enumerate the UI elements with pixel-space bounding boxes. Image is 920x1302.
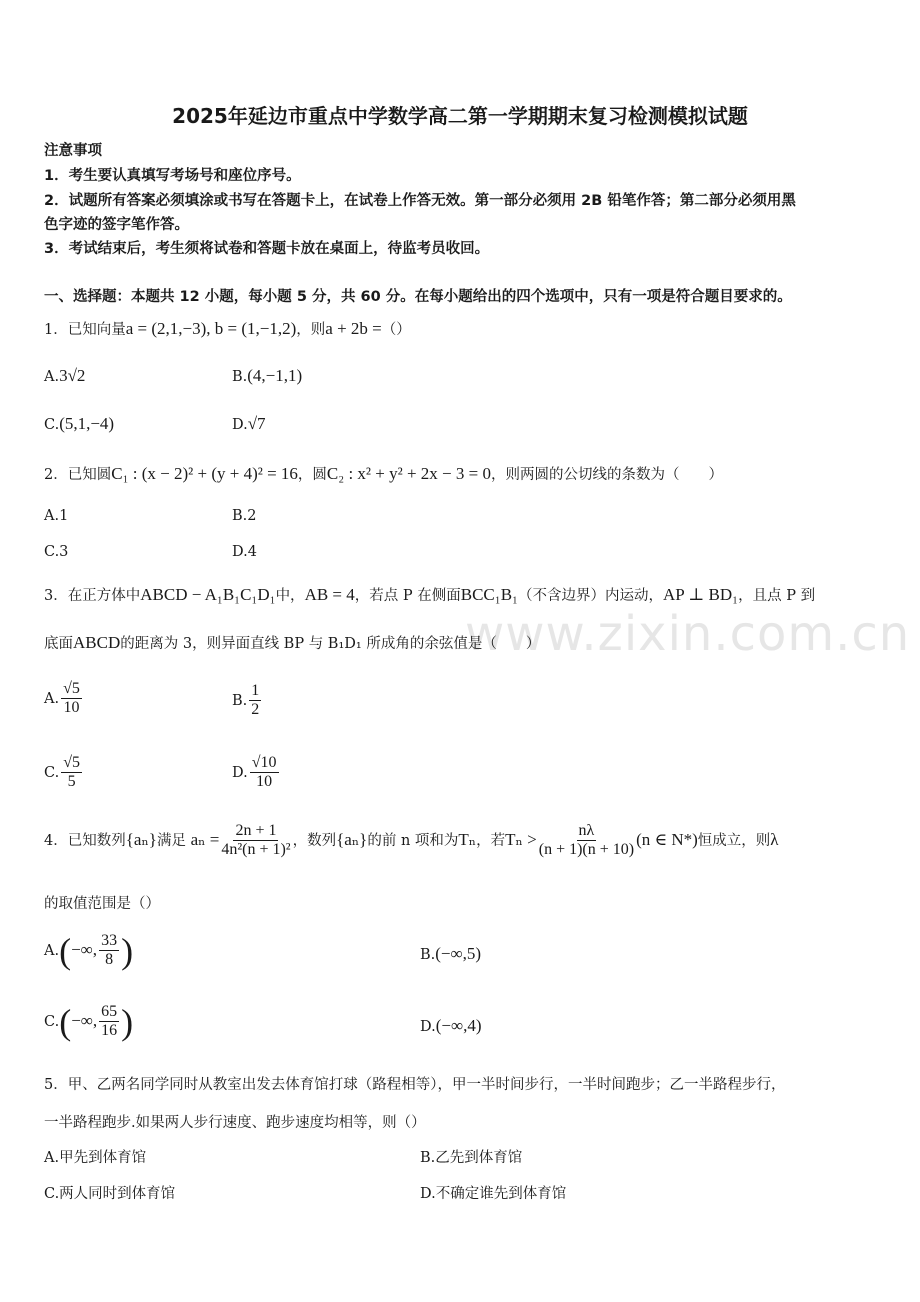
- option-value: −∞,: [71, 939, 98, 959]
- denominator: (n + 1)(n + 10): [538, 841, 635, 859]
- option-label: D.: [232, 764, 248, 781]
- q3-text: （不含边界）内运动，: [517, 588, 663, 604]
- option-label: B.: [232, 692, 248, 709]
- question-2-stem: [44, 463, 723, 484]
- q2-option-d: D.4: [232, 544, 257, 560]
- option-fraction: [61, 754, 82, 792]
- option-fraction: [61, 680, 82, 718]
- q3-text: 底面: [44, 636, 73, 652]
- paren: ): [121, 1001, 134, 1042]
- option-value: (−∞,4): [435, 1016, 482, 1035]
- q5-option-a: A.甲先到体育馆: [44, 1150, 147, 1166]
- numerator: 65: [99, 1003, 119, 1022]
- q4-term: aₙ =: [190, 829, 220, 849]
- numerator: √5: [61, 754, 82, 773]
- q3-option-b: [232, 682, 263, 720]
- q2-text: 2．已知圆: [44, 467, 112, 483]
- question-5-stem-line2: 一半路程跑步.如果两人步行速度、跑步速度均相等，则（）: [44, 1115, 426, 1131]
- q4-text: 恒成立，则: [697, 832, 771, 849]
- section-heading: 一、选择题：本题共 12 小题，每小题 5 分，共 60 分。在每小题给出的四个选项中，只有一项是符合题目要求的。: [44, 289, 792, 305]
- q4-text: 的前 n 项和为: [367, 832, 459, 849]
- numerator: 2n + 1: [233, 822, 278, 841]
- q2-circle-2: C₂ : x² + y² + 2x − 3 = 0: [326, 464, 491, 483]
- option-label: C.: [44, 764, 60, 781]
- paren: (: [59, 1001, 72, 1042]
- option-value: √7: [247, 414, 266, 433]
- q4-fraction-2: [539, 822, 634, 860]
- q4-fraction-1: [221, 822, 290, 860]
- q2-circle-1: C₁ : (x − 2)² + (y + 4)² = 16: [111, 464, 298, 483]
- q2-text: ，圆: [297, 467, 327, 483]
- q1-option-c: [44, 414, 114, 434]
- option-fraction: [99, 1003, 119, 1041]
- q3-text: ，且点 P 到: [738, 588, 816, 604]
- question-4-stem-line1: [44, 822, 779, 860]
- option-label: A.: [44, 369, 60, 385]
- q5-option-c: C.两人同时到体育馆: [44, 1186, 176, 1202]
- q3-option-d: [232, 754, 281, 792]
- q2-text: ，则两圆的公切线的条数为（ ）: [490, 467, 723, 483]
- numerator: √5: [61, 680, 82, 699]
- q4-domain: (n ∈ N*): [636, 829, 698, 849]
- numerator: 33: [99, 932, 119, 951]
- q2-option-b: B.2: [232, 508, 257, 524]
- option-value: (−∞,5): [435, 944, 482, 963]
- option-label: C.: [44, 417, 60, 433]
- q4-inequality: Tₙ >: [505, 829, 537, 849]
- notice-item: 色字迹的签字笔作答。: [44, 217, 189, 233]
- q4-option-b: [420, 944, 481, 964]
- q4-text: 4．已知数列: [44, 832, 126, 849]
- q1-option-a: [44, 366, 85, 386]
- option-fraction: [99, 932, 119, 970]
- q5-option-b: B.乙先到体育馆: [420, 1150, 523, 1166]
- question-3-stem-line1: [44, 584, 815, 605]
- question-1-stem: [44, 318, 411, 339]
- q4-lambda: λ: [770, 829, 779, 849]
- option-label: C.: [44, 1013, 60, 1030]
- q4-text: 满足: [156, 832, 186, 849]
- option-value: (5,1,−4): [59, 414, 115, 433]
- notice-heading: 注意事项: [44, 143, 102, 159]
- q1-text: 1．已知向量: [44, 322, 126, 338]
- q4-sequence: {aₙ}: [125, 829, 157, 849]
- paren: (: [59, 930, 72, 971]
- q4-sequence: {aₙ}: [336, 829, 368, 849]
- q4-text: ，若: [476, 832, 506, 849]
- q1-vectors: a = (2,1,−3), b = (1,−1,2): [125, 319, 297, 338]
- watermark: www.zixin.com.cn: [465, 606, 911, 662]
- option-fraction: [249, 682, 261, 720]
- denominator: 5: [67, 773, 76, 791]
- q3-face: BCC₁B₁: [460, 585, 518, 604]
- q3-base: ABCD: [73, 633, 121, 652]
- numerator: 1: [249, 682, 261, 701]
- notice-item: 1．考生要认真填写考场号和座位序号。: [44, 168, 301, 184]
- numerator: √10: [250, 754, 279, 773]
- q4-option-a: [44, 932, 133, 970]
- option-label: B.: [232, 369, 248, 385]
- question-5-stem-line1: 5．甲、乙两名同学同时从教室出发去体育馆打球（路程相等），甲一半时间步行，一半时间跑步；乙一半路程步行，: [44, 1077, 786, 1093]
- notice-item: 2．试题所有答案必须填涂或书写在答题卡上，在试卷上作答无效。第一部分必须用 2B 铅笔作答；第二部分必须用黑: [44, 193, 796, 209]
- notice-item: 3．考试结束后，考生须将试卷和答题卡放在桌面上，待监考员收回。: [44, 241, 490, 257]
- q1-text: ，则: [296, 322, 326, 338]
- option-value: −∞,: [71, 1010, 98, 1030]
- denominator: 8: [105, 951, 114, 969]
- option-label: A.: [44, 942, 60, 959]
- q2-option-c: C.3: [44, 544, 69, 560]
- denominator: 2: [251, 701, 260, 719]
- q3-text: 中，: [275, 588, 305, 604]
- q3-text: ，若点 P 在侧面: [354, 588, 461, 604]
- q5-option-d: D.不确定谁先到体育馆: [420, 1186, 567, 1202]
- q4-option-d: [420, 1016, 482, 1036]
- option-label: D.: [420, 1019, 436, 1035]
- page-title: 2025年延边市重点中学数学高二第一学期期末复习检测模拟试题: [172, 104, 748, 128]
- q3-option-c: [44, 754, 84, 792]
- q4-sum: Tₙ: [458, 829, 477, 849]
- q1-expression: a + 2b =: [325, 319, 382, 338]
- numerator: nλ: [577, 822, 597, 841]
- q3-option-a: [44, 680, 84, 718]
- q1-text: （）: [381, 322, 411, 338]
- option-label: D.: [232, 417, 248, 433]
- option-fraction: [250, 754, 279, 792]
- question-4-stem-line2: 的取值范围是（）: [44, 896, 160, 912]
- option-label: B.: [420, 947, 436, 963]
- option-value: (4,−1,1): [247, 366, 303, 385]
- denominator: 10: [256, 773, 273, 791]
- q1-option-d: [232, 414, 266, 434]
- question-3-stem-line2: [44, 632, 540, 653]
- option-value: 3√2: [59, 366, 86, 385]
- option-label: A.: [44, 690, 60, 707]
- q3-perpendicular: AP ⊥ BD₁: [662, 585, 739, 604]
- q4-text: ，数列: [292, 832, 337, 849]
- paren: ): [121, 930, 134, 971]
- q3-text: 的距离为 3，则异面直线 BP 与 B₁D₁ 所成角的余弦值是（ ）: [120, 636, 541, 652]
- q2-option-a: A.1: [44, 508, 69, 524]
- q1-option-b: [232, 366, 302, 386]
- denominator: 16: [101, 1022, 118, 1040]
- denominator: 4n²(n + 1)²: [221, 841, 291, 859]
- denominator: 10: [63, 699, 80, 717]
- q3-cube: ABCD − A₁B₁C₁D₁: [140, 585, 276, 604]
- q3-text: 3．在正方体中: [44, 588, 141, 604]
- q3-edge: AB = 4: [304, 585, 355, 604]
- q4-option-c: [44, 1003, 133, 1041]
